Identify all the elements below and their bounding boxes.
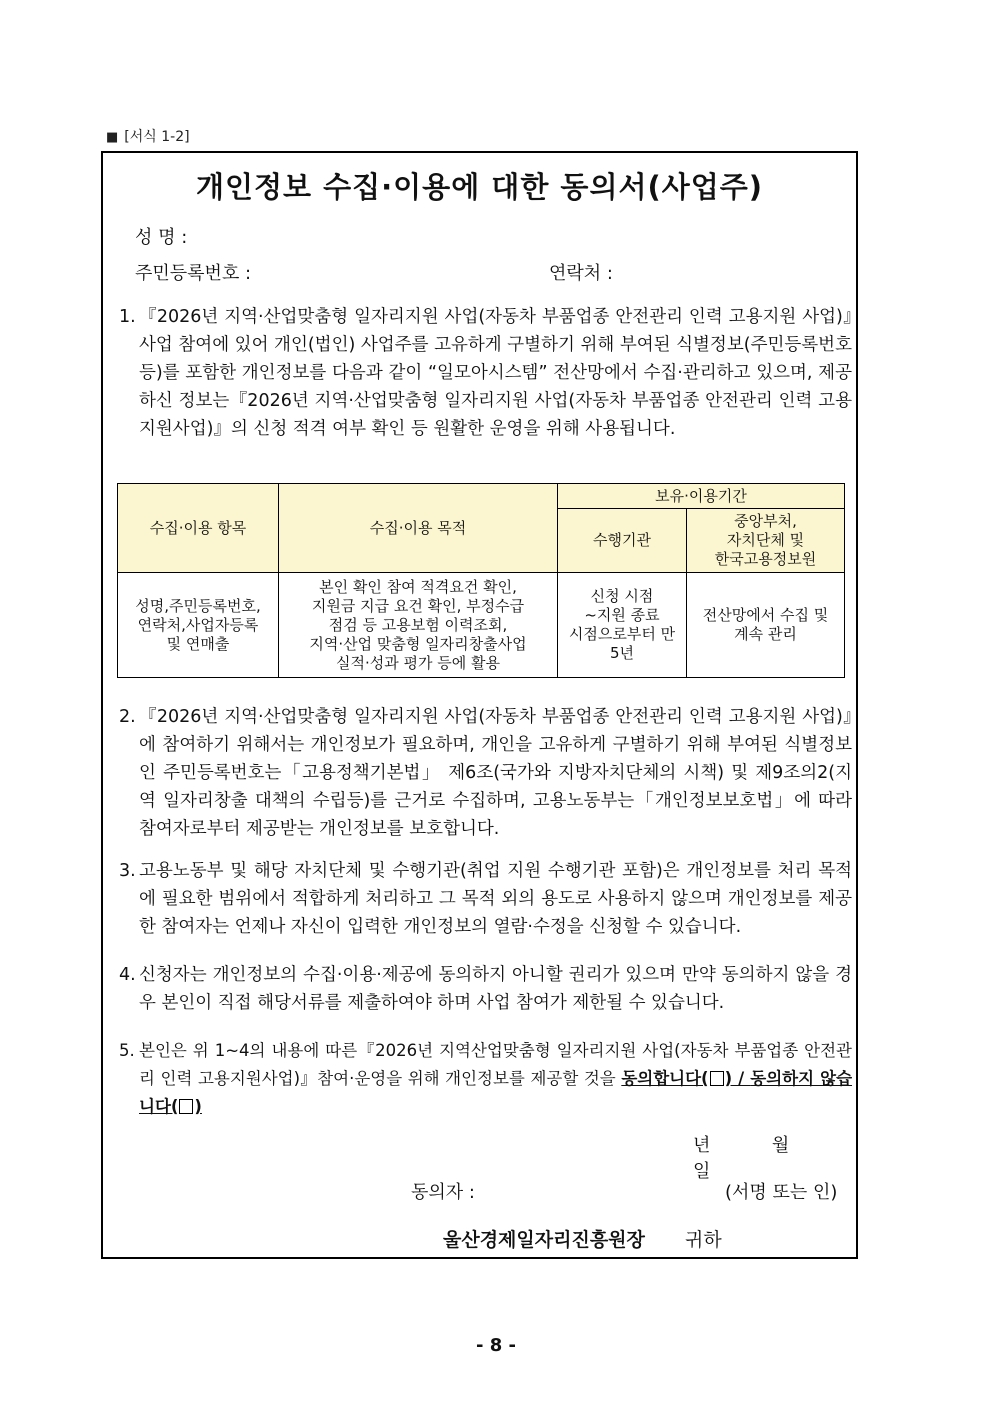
day-label: 일 <box>693 1161 711 1182</box>
page-number: - 8 - <box>476 1335 516 1356</box>
clause-3 <box>119 857 852 941</box>
form-tag <box>106 126 190 146</box>
consent-form-frame <box>101 151 858 1259</box>
data-usage-table <box>117 483 845 678</box>
agree-option[interactable] <box>621 1069 750 1088</box>
cell-items: 성명,주민등록번호, 연락처,사업자등록 및 연매출 <box>118 573 279 678</box>
form-tag-text: [서식 1-2] <box>124 129 190 145</box>
agree-label: 동의합니다( <box>621 1069 709 1088</box>
year-label: 년 <box>693 1135 711 1156</box>
clause-text: 『2026년 지역·산업맞춤형 일자리지원 사업(자동차 부품업종 안전관리 인력 고용지원 사업)』에 참여하기 위해서는 개인정보가 필요하며, 개인을 고유하게 구별하기 위해 부여된 식별정보인 주민등록번호는「고용정책기본법」 제6조(국가와 지방자치단체의 시책) 및 제9조의2(지역 일자리창출 대책의 수립등)를 근거로 수집하며, 고용노동부는「개인정보보호법」에 따라 참여자로부터 제공받는 개인정보를 보호합니다. <box>139 707 852 839</box>
clause-number: 1. <box>119 307 136 327</box>
month-label: 월 <box>771 1135 790 1156</box>
clause-2 <box>119 703 852 843</box>
contact-label: 연락처 : <box>549 263 613 284</box>
agree-checkbox[interactable] <box>710 1071 724 1086</box>
header-central: 중앙부처, 자치단체 및 한국고용정보원 <box>687 509 845 573</box>
page-title: 개인정보 수집·이용에 대한 동의서(사업주) <box>195 170 764 204</box>
separator: ) / <box>724 1069 751 1088</box>
header-purpose: 수집·이용 목적 <box>279 484 558 573</box>
header-agency: 수행기관 <box>558 509 687 573</box>
addressee <box>443 1225 722 1252</box>
close-paren: ) <box>194 1097 202 1116</box>
signer-label: 동의자 : <box>411 1182 475 1203</box>
clause-text <box>139 1037 852 1121</box>
header-period: 보유·이용기간 <box>558 484 845 509</box>
cell-agency: 신청 시점 ~지원 종료 시점으로부터 만 5년 <box>558 573 687 678</box>
cell-purpose: 본인 확인 참여 적격요건 확인, 지원금 지급 요건 확인, 부정수급 점검 등 고용보험 이력조회, 지역·산업 맞춤형 일자리창출사업 실적·성과 평가 등에 활용 <box>279 573 558 678</box>
clause-text: 고용노동부 및 해당 자치단체 및 수행기관(취업 지원 수행기관 포함)은 개인정보를 처리 목적에 필요한 범위에서 적합하게 처리하고 그 목적 외의 용도로 사용하지 않으며 개인정보를 제공한 참여자는 언제나 자신이 입력한 개인정보의 열람·수정을 신청할 수 있습니다. <box>139 861 852 937</box>
date-row <box>693 1131 856 1183</box>
cell-central: 전산망에서 수집 및 계속 관리 <box>687 573 845 678</box>
clause-5-text: 본인은 위 1~4의 내용에 따른『2026년 지역산업맞춤형 일자리지원 사업(자동차 부품업종 안전관리 인력 고용지원사업)』참여·운영을 위해 개인정보를 제공할 것을 <box>139 1041 852 1088</box>
disagree-label: 동의하지 않습니다( <box>139 1069 853 1116</box>
addressee-org: 울산경제일자리진흥원장 <box>443 1229 645 1251</box>
clause-number: 3. <box>119 861 136 881</box>
disagree-checkbox[interactable] <box>179 1099 193 1114</box>
clause-4 <box>119 961 852 1017</box>
clause-number: 4. <box>119 965 136 985</box>
header-items: 수집·이용 항목 <box>118 484 279 573</box>
name-label: 성 명 : <box>135 227 188 248</box>
addressee-honorific: 귀하 <box>685 1229 722 1251</box>
clause-text: 신청자는 개인정보의 수집·이용·제공에 동의하지 아니할 권리가 있으며 만약 동의하지 않을 경우 본인이 직접 해당서류를 제출하여야 하며 사업 참여가 제한될 수 있습니다. <box>139 965 852 1013</box>
rrn-label: 주민등록번호 : <box>135 263 252 284</box>
clause-1 <box>119 303 852 443</box>
clause-text: 『2026년 지역·산업맞춤형 일자리지원 사업(자동차 부품업종 안전관리 인력 고용지원 사업)』사업 참여에 있어 개인(법인) 사업주를 고유하게 구별하기 위해 부여된 식별정보(주민등록번호 등)를 포함한 개인정보를 다음과 같이 “일모아시스템” 전산망에서 수집·관리하고 있으며, 제공하신 정보는『2026년 지역·산업맞춤형 일자리지원 사업(자동차 부품업종 안전관리 인력 고용지원사업)』의 신청 적격 여부 확인 등 원활한 운영을 위해 사용됩니다. <box>139 307 852 439</box>
clause-number: 5. <box>119 1041 135 1060</box>
signature-hint: (서명 또는 인) <box>725 1182 838 1203</box>
square-bullet-icon: ■ <box>106 130 119 145</box>
clause-5 <box>119 1037 852 1121</box>
clause-number: 2. <box>119 707 136 727</box>
